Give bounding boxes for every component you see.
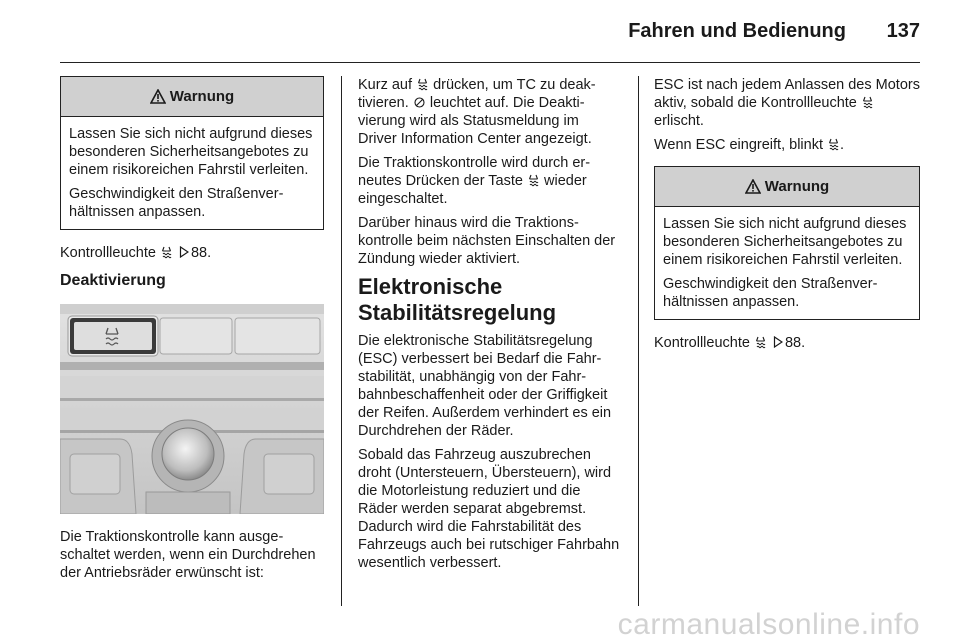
warning-body [61, 117, 323, 229]
photo-caption: Die Traktionskontrolle kann ausgeschaltet werden, wenn ein Durchdrehen der Antriebsräder erwünscht ist: [60, 529, 316, 581]
kontroll-prefix: Kontrollleuchte [60, 245, 156, 261]
text-run: erlischt. [654, 113, 704, 129]
text-run: drücken, um TC zu deaktivieren. [358, 77, 596, 111]
warning-triangle-icon [150, 89, 166, 104]
page-header [60, 20, 920, 50]
warning-text: Geschwindigkeit den Straßenverhältnissen anpassen. [663, 276, 878, 310]
kontroll-prefix: Kontrollleuchte [654, 335, 750, 351]
warning-label: Warnung [764, 178, 830, 195]
esc-warning-light-icon [755, 336, 766, 349]
warning-text: Lassen Sie sich nicht aufgrund dieses besonderen Sicherheitsangebotes zu einem risikoreichen Fahrstil verleiten. [69, 126, 313, 178]
column-3 [654, 76, 920, 358]
warning-triangle-icon [745, 179, 761, 194]
paragraph: Die elektronische Stabilitätsregelung (ESC) verbessert bei Bedarf die Fahrstabilität, unabhängig von der Fahrbahnbeschaffenheit oder der Griffigkeit der Reifen. Außerdem verhindert es ein Durchdrehen der Räder. [358, 333, 612, 439]
text-run: leuchtet auf. Die Deaktivierung wird als Statusmeldung im Driver Information Center angezeigt. [358, 95, 592, 147]
text-run: wieder eingeschaltet. [358, 173, 587, 207]
paragraph [654, 76, 920, 130]
column-divider [341, 76, 342, 606]
section-title: Deaktivierung [60, 272, 166, 289]
text-run: . [840, 137, 845, 153]
page-reference-arrow-icon [773, 336, 783, 348]
section-heading: Elektronische Stabilitätsregelung [358, 274, 557, 325]
dashboard-button-photo [60, 304, 324, 514]
esc-warning-light-icon [828, 138, 839, 151]
page-number: 137 [886, 20, 920, 42]
warning-header [655, 167, 919, 207]
column-1 [60, 76, 324, 588]
warning-box [654, 166, 920, 320]
warning-label: Warnung [169, 88, 235, 105]
traction-control-icon [161, 246, 172, 259]
paragraph [358, 76, 620, 148]
traction-control-button-icon [528, 174, 539, 187]
traction-control-button-icon [417, 78, 428, 91]
warning-text: Lassen Sie sich nicht aufgrund dieses besonderen Sicherheitsangebotes zu einem risikoreichen Fahrstil verleiten. [663, 216, 907, 268]
warning-text: Geschwindigkeit den Straßenverhältnissen anpassen. [69, 186, 284, 220]
paragraph [358, 154, 620, 208]
header-title: Fahren und Bedienung [628, 20, 846, 42]
text-run: ESC ist nach jedem Anlassen des Motors aktiv, sobald die Kontrollleuchte [654, 77, 920, 111]
esc-warning-light-icon [862, 96, 873, 109]
warning-body [655, 207, 919, 319]
text-run: Kurz auf [358, 77, 412, 93]
header-rule [60, 62, 920, 63]
column-divider [638, 76, 639, 606]
column-2 [358, 76, 620, 578]
page-reference-arrow-icon [179, 246, 189, 258]
warning-box [60, 76, 324, 230]
kontroll-reference [60, 244, 324, 262]
paragraph: Sobald das Fahrzeug auszubrechen droht (Untersteuern, Übersteuern), wird die Motorleistung reduziert und die Räder werden separat abgebremst. Dadurch wird die Fahrstabilität des Fahrzeugs auch bei rutschiger Fahrbahn wesentlich verbessert. [358, 447, 620, 571]
paragraph: Darüber hinaus wird die Traktionskontrolle beim nächsten Einschalten der Zündung wieder aktiviert. [358, 215, 616, 267]
kontroll-reference [654, 334, 920, 352]
kontroll-page-ref: 88. [784, 335, 806, 351]
kontroll-page-ref: 88. [190, 245, 212, 261]
text-run: Wenn ESC eingreift, blinkt [654, 137, 823, 153]
watermark: carmanualsonline.info [617, 608, 920, 641]
warning-header [61, 77, 323, 117]
paragraph [654, 136, 920, 154]
text-run: Die Traktionskontrolle wird durch erneutes Drücken der Taste [358, 155, 591, 189]
traction-control-off-icon [414, 96, 425, 109]
